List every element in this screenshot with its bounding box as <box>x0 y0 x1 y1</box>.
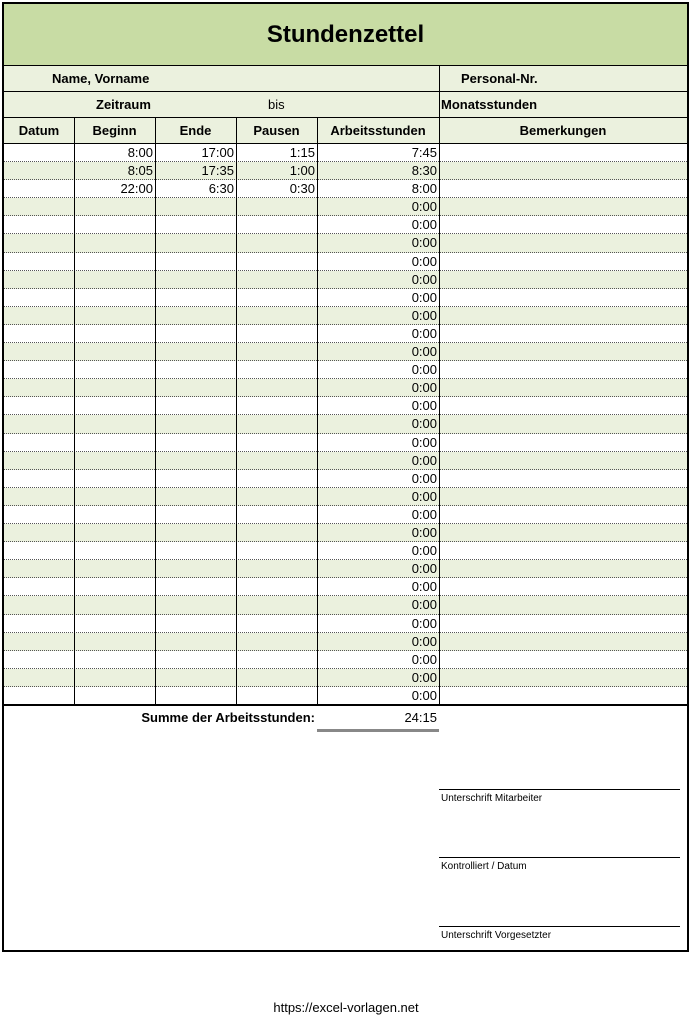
sheet-title: Stundenzettel <box>4 4 687 66</box>
cell-datum[interactable] <box>4 271 74 288</box>
table-row <box>4 289 687 307</box>
cell-pausen[interactable] <box>236 560 317 577</box>
cell-ende[interactable] <box>155 470 236 487</box>
signature-supervisor-label: Unterschrift Vorgesetzter <box>441 930 552 941</box>
cell-beginn[interactable]: 8:05 <box>127 163 153 179</box>
cell-ende[interactable] <box>155 307 236 324</box>
footer-url[interactable]: https://excel-vorlagen.net <box>273 1000 419 1015</box>
cell-beginn[interactable] <box>74 452 155 469</box>
cell-ende[interactable] <box>155 687 236 705</box>
table-row <box>4 415 687 433</box>
table-row <box>4 488 687 506</box>
cell-bemerkungen[interactable] <box>439 596 687 613</box>
cell-beginn[interactable] <box>74 596 155 613</box>
cell-pausen[interactable] <box>236 271 317 288</box>
cell-ende[interactable] <box>155 651 236 668</box>
table-row <box>4 596 687 614</box>
cell-bemerkungen[interactable] <box>439 651 687 668</box>
cell-datum[interactable] <box>4 560 74 577</box>
cell-ende[interactable]: 17:35 <box>201 163 234 179</box>
signature-line-supervisor <box>439 926 680 927</box>
cell-bemerkungen[interactable] <box>439 633 687 650</box>
sum-label: Summe der Arbeitsstunden: <box>141 710 315 725</box>
cell-datum[interactable] <box>4 180 74 197</box>
table-row <box>4 216 687 234</box>
cell-datum[interactable] <box>4 488 74 505</box>
table-row <box>4 452 687 470</box>
cell-arbeitsstunden[interactable]: 8:00 <box>411 181 437 197</box>
cell-arbeitsstunden[interactable]: 0:00 <box>411 271 437 287</box>
cell-ende[interactable] <box>155 289 236 306</box>
column-header-pausen: Pausen <box>253 123 300 138</box>
cell-arbeitsstunden[interactable]: 0:00 <box>411 380 437 396</box>
timesheet <box>2 2 689 952</box>
cell-bemerkungen[interactable] <box>439 216 687 233</box>
cell-ende[interactable] <box>155 379 236 396</box>
cell-ende[interactable] <box>155 578 236 595</box>
table-row <box>4 687 687 705</box>
cell-beginn[interactable] <box>74 434 155 451</box>
zeitraum-label: Zeitraum <box>96 97 151 112</box>
cell-arbeitsstunden[interactable]: 0:00 <box>411 199 437 215</box>
cell-bemerkungen[interactable] <box>439 524 687 541</box>
sum-underline <box>317 729 439 732</box>
table-row <box>4 325 687 343</box>
personal-nr-label: Personal-Nr. <box>461 71 538 86</box>
column-divider <box>317 144 318 705</box>
cell-arbeitsstunden[interactable]: 7:45 <box>411 145 437 160</box>
cell-pausen[interactable]: 0:30 <box>289 181 315 197</box>
cell-datum[interactable] <box>4 144 74 161</box>
cell-datum[interactable] <box>4 162 74 179</box>
table-row <box>4 271 687 289</box>
cell-pausen[interactable] <box>236 596 317 613</box>
column-divider <box>439 144 440 705</box>
cell-arbeitsstunden[interactable]: 0:00 <box>411 597 437 613</box>
cell-bemerkungen[interactable] <box>439 542 687 559</box>
cell-datum[interactable] <box>4 343 74 360</box>
cell-pausen[interactable] <box>236 633 317 650</box>
cell-ende[interactable] <box>155 234 236 251</box>
cell-bemerkungen[interactable] <box>439 343 687 360</box>
cell-bemerkungen[interactable] <box>439 687 687 705</box>
cell-bemerkungen[interactable] <box>439 162 687 179</box>
table-row <box>4 144 687 162</box>
cell-arbeitsstunden[interactable]: 0:00 <box>411 687 437 703</box>
cell-datum[interactable] <box>4 524 74 541</box>
cell-beginn[interactable]: 8:00 <box>127 145 153 160</box>
cell-beginn[interactable] <box>74 415 155 432</box>
cell-datum[interactable] <box>4 687 74 705</box>
cell-datum[interactable] <box>4 307 74 324</box>
cell-pausen[interactable] <box>236 415 317 432</box>
cell-arbeitsstunden[interactable]: 0:00 <box>411 579 437 595</box>
cell-beginn[interactable] <box>74 289 155 306</box>
cell-beginn[interactable] <box>74 506 155 523</box>
cell-datum[interactable] <box>4 633 74 650</box>
cell-beginn[interactable] <box>74 343 155 360</box>
column-divider <box>74 144 75 705</box>
table-row <box>4 180 687 198</box>
cell-arbeitsstunden[interactable]: 0:00 <box>411 217 437 233</box>
cell-bemerkungen[interactable] <box>439 397 687 414</box>
cell-bemerkungen[interactable] <box>439 470 687 487</box>
cell-bemerkungen[interactable] <box>439 198 687 215</box>
cell-beginn[interactable] <box>74 198 155 215</box>
cell-arbeitsstunden[interactable]: 0:00 <box>411 525 437 541</box>
cell-beginn[interactable] <box>74 379 155 396</box>
cell-pausen[interactable] <box>236 289 317 306</box>
table-row <box>4 434 687 452</box>
cell-datum[interactable] <box>4 198 74 215</box>
cell-bemerkungen[interactable] <box>439 144 687 161</box>
name-row <box>4 66 687 92</box>
table-row <box>4 361 687 379</box>
cell-datum[interactable] <box>4 415 74 432</box>
table-row <box>4 542 687 560</box>
cell-arbeitsstunden[interactable]: 0:00 <box>411 434 437 450</box>
cell-ende[interactable] <box>155 560 236 577</box>
cell-arbeitsstunden[interactable]: 0:00 <box>411 488 437 504</box>
cell-ende[interactable]: 17:00 <box>201 145 234 160</box>
cell-beginn[interactable] <box>74 542 155 559</box>
cell-arbeitsstunden[interactable]: 0:00 <box>411 615 437 631</box>
cell-ende[interactable] <box>155 615 236 632</box>
zeitraum-row <box>4 92 687 118</box>
cell-pausen[interactable] <box>236 198 317 215</box>
cell-arbeitsstunden[interactable]: 0:00 <box>411 416 437 432</box>
cell-datum[interactable] <box>4 379 74 396</box>
cell-ende[interactable] <box>155 397 236 414</box>
cell-pausen[interactable] <box>236 651 317 668</box>
cell-datum[interactable] <box>4 452 74 469</box>
cell-pausen[interactable] <box>236 615 317 632</box>
cell-pausen[interactable] <box>236 343 317 360</box>
cell-bemerkungen[interactable] <box>439 669 687 686</box>
cell-ende[interactable] <box>155 434 236 451</box>
cell-beginn[interactable] <box>74 615 155 632</box>
cell-ende[interactable] <box>155 669 236 686</box>
cell-pausen[interactable] <box>236 506 317 523</box>
cell-arbeitsstunden[interactable]: 8:30 <box>411 163 437 179</box>
cell-datum[interactable] <box>4 325 74 342</box>
table-row <box>4 615 687 633</box>
column-header-row <box>4 118 687 144</box>
cell-bemerkungen[interactable] <box>439 379 687 396</box>
cell-arbeitsstunden[interactable]: 0:00 <box>411 344 437 360</box>
cell-bemerkungen[interactable] <box>439 488 687 505</box>
cell-arbeitsstunden[interactable]: 0:00 <box>411 253 437 269</box>
cell-pausen[interactable] <box>236 488 317 505</box>
cell-datum[interactable] <box>4 397 74 414</box>
cell-arbeitsstunden[interactable]: 0:00 <box>411 669 437 685</box>
cell-ende[interactable] <box>155 325 236 342</box>
cell-arbeitsstunden[interactable]: 0:00 <box>411 398 437 414</box>
table-row <box>4 234 687 252</box>
cell-beginn[interactable] <box>74 633 155 650</box>
checked-date-label: Kontrolliert / Datum <box>441 861 527 872</box>
cell-pausen[interactable] <box>236 578 317 595</box>
table-row <box>4 379 687 397</box>
cell-datum[interactable] <box>4 234 74 251</box>
cell-datum[interactable] <box>4 542 74 559</box>
column-header-arbeitsstunden: Arbeitsstunden <box>330 123 426 138</box>
cell-pausen[interactable] <box>236 524 317 541</box>
table-row <box>4 524 687 542</box>
cell-ende[interactable] <box>155 415 236 432</box>
cell-datum[interactable] <box>4 651 74 668</box>
cell-arbeitsstunden[interactable]: 0:00 <box>411 325 437 341</box>
cell-arbeitsstunden[interactable]: 0:00 <box>411 362 437 378</box>
monatsstunden-label: Monatsstunden <box>441 97 538 112</box>
cell-pausen[interactable] <box>236 253 317 270</box>
name-label: Name, Vorname <box>52 71 150 86</box>
table-row <box>4 578 687 596</box>
cell-bemerkungen[interactable] <box>439 325 687 342</box>
cell-datum[interactable] <box>4 669 74 686</box>
cell-arbeitsstunden[interactable]: 0:00 <box>411 289 437 305</box>
cell-bemerkungen[interactable] <box>439 415 687 432</box>
table-row <box>4 198 687 216</box>
cell-datum[interactable] <box>4 361 74 378</box>
cell-pausen[interactable] <box>236 361 317 378</box>
cell-pausen[interactable] <box>236 452 317 469</box>
cell-datum[interactable] <box>4 470 74 487</box>
cell-ende[interactable] <box>155 506 236 523</box>
cell-beginn[interactable] <box>74 397 155 414</box>
cell-arbeitsstunden[interactable]: 0:00 <box>411 452 437 468</box>
cell-pausen[interactable]: 1:00 <box>289 163 315 179</box>
cell-pausen[interactable] <box>236 397 317 414</box>
cell-pausen[interactable] <box>236 216 317 233</box>
cell-pausen[interactable] <box>236 470 317 487</box>
cell-bemerkungen[interactable] <box>439 452 687 469</box>
cell-bemerkungen[interactable] <box>439 180 687 197</box>
cell-beginn[interactable] <box>74 560 155 577</box>
signature-line-employee <box>439 789 680 790</box>
cell-pausen[interactable] <box>236 434 317 451</box>
cell-ende[interactable] <box>155 452 236 469</box>
cell-ende[interactable] <box>155 361 236 378</box>
sum-value: 24:15 <box>404 710 437 725</box>
table-row <box>4 162 687 180</box>
cell-beginn[interactable] <box>74 325 155 342</box>
cell-bemerkungen[interactable] <box>439 578 687 595</box>
column-header-bemerkungen: Bemerkungen <box>519 123 607 138</box>
cell-arbeitsstunden[interactable]: 0:00 <box>411 470 437 486</box>
cell-arbeitsstunden[interactable]: 0:00 <box>411 633 437 649</box>
cell-arbeitsstunden[interactable]: 0:00 <box>411 307 437 323</box>
table-row <box>4 560 687 578</box>
cell-pausen[interactable] <box>236 379 317 396</box>
cell-pausen[interactable] <box>236 687 317 705</box>
table-row <box>4 633 687 651</box>
signature-employee-label: Unterschrift Mitarbeiter <box>441 793 543 804</box>
cell-ende[interactable]: 6:30 <box>208 181 234 197</box>
column-divider <box>236 144 237 705</box>
table-row <box>4 307 687 325</box>
cell-ende[interactable] <box>155 198 236 215</box>
table-row <box>4 651 687 669</box>
table-row <box>4 669 687 687</box>
cell-datum[interactable] <box>4 506 74 523</box>
cell-ende[interactable] <box>155 524 236 541</box>
cell-datum[interactable] <box>4 434 74 451</box>
cell-ende[interactable] <box>155 271 236 288</box>
cell-ende[interactable] <box>155 253 236 270</box>
cell-beginn[interactable] <box>74 669 155 686</box>
cell-datum[interactable] <box>4 216 74 233</box>
cell-pausen[interactable] <box>236 307 317 324</box>
column-header-datum: Datum <box>18 123 60 138</box>
signature-line-checked <box>439 857 680 858</box>
cell-beginn[interactable] <box>74 524 155 541</box>
cell-bemerkungen[interactable] <box>439 234 687 251</box>
cell-ende[interactable] <box>155 488 236 505</box>
cell-pausen[interactable]: 1:15 <box>289 145 315 160</box>
cell-beginn[interactable] <box>74 488 155 505</box>
cell-ende[interactable] <box>155 596 236 613</box>
cell-bemerkungen[interactable] <box>439 253 687 270</box>
cell-bemerkungen[interactable] <box>439 434 687 451</box>
cell-beginn[interactable] <box>74 361 155 378</box>
cell-beginn[interactable] <box>74 216 155 233</box>
cell-ende[interactable] <box>155 542 236 559</box>
cell-beginn[interactable] <box>74 253 155 270</box>
cell-arbeitsstunden[interactable]: 0:00 <box>411 561 437 577</box>
cell-beginn[interactable] <box>74 578 155 595</box>
cell-bemerkungen[interactable] <box>439 271 687 288</box>
column-divider <box>155 144 156 705</box>
cell-beginn[interactable] <box>74 651 155 668</box>
cell-bemerkungen[interactable] <box>439 506 687 523</box>
cell-arbeitsstunden[interactable]: 0:00 <box>411 651 437 667</box>
cell-beginn[interactable] <box>74 307 155 324</box>
cell-ende[interactable] <box>155 216 236 233</box>
cell-pausen[interactable] <box>236 234 317 251</box>
cell-ende[interactable] <box>155 343 236 360</box>
table-row <box>4 470 687 488</box>
cell-bemerkungen[interactable] <box>439 361 687 378</box>
cell-pausen[interactable] <box>236 325 317 342</box>
cell-bemerkungen[interactable] <box>439 307 687 324</box>
column-header-ende: Ende <box>179 123 212 138</box>
column-header-beginn: Beginn <box>92 123 137 138</box>
cell-beginn[interactable] <box>74 234 155 251</box>
cell-bemerkungen[interactable] <box>439 560 687 577</box>
cell-datum[interactable] <box>4 253 74 270</box>
cell-pausen[interactable] <box>236 542 317 559</box>
cell-pausen[interactable] <box>236 669 317 686</box>
cell-arbeitsstunden[interactable]: 0:00 <box>411 235 437 251</box>
cell-ende[interactable] <box>155 633 236 650</box>
table-row <box>4 343 687 361</box>
table-row <box>4 506 687 524</box>
cell-beginn[interactable] <box>74 470 155 487</box>
cell-bemerkungen[interactable] <box>439 289 687 306</box>
cell-beginn[interactable]: 22:00 <box>120 181 153 197</box>
cell-datum[interactable] <box>4 578 74 595</box>
cell-beginn[interactable] <box>74 687 155 705</box>
cell-arbeitsstunden[interactable]: 0:00 <box>411 506 437 522</box>
cell-datum[interactable] <box>4 289 74 306</box>
cell-arbeitsstunden[interactable]: 0:00 <box>411 543 437 559</box>
cell-datum[interactable] <box>4 615 74 632</box>
table-row <box>4 253 687 271</box>
cell-bemerkungen[interactable] <box>439 615 687 632</box>
cell-datum[interactable] <box>4 596 74 613</box>
table-body <box>4 144 687 705</box>
cell-beginn[interactable] <box>74 271 155 288</box>
bis-label: bis <box>268 97 285 112</box>
table-row <box>4 397 687 415</box>
